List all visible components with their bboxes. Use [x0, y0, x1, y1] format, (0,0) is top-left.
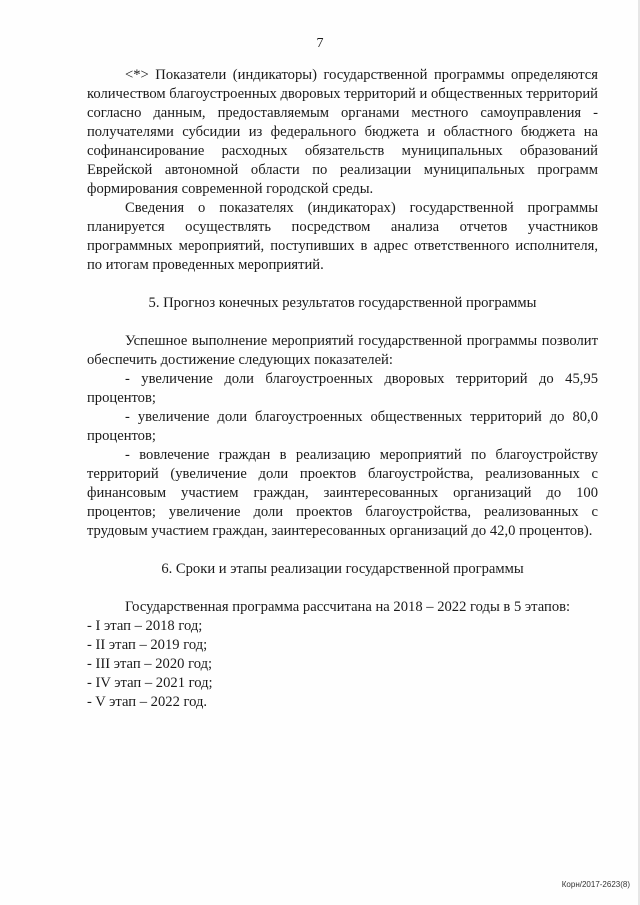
page-number: 7: [316, 36, 324, 51]
section-6-title: 6. Сроки и этапы реализации государственной программы: [161, 561, 524, 577]
section-5-intro: Успешное выполнение мероприятий государственной программы позволит обеспечить достижение следующих показателей:: [87, 333, 598, 368]
section-5-body: [87, 332, 598, 541]
stage-item: - II этап – 2019 год;: [87, 637, 208, 653]
indicators-note: [87, 66, 598, 275]
note-paragraph-2: Сведения о показателях (индикаторах) государственной программы планируется осуществлять посредством анализа отчетов участников программных мероприятий, поступивших в адрес ответственного исполнителя, по итогам проведенных мероприятий.: [87, 200, 598, 273]
document-code: Корн/2017-2623(8): [561, 880, 630, 889]
section-6-body: [87, 598, 598, 712]
stage-item: - V этап – 2022 год.: [87, 694, 208, 710]
note-paragraph-1: <*> Показатели (индикаторы) государственной программы определяются количеством благоустроенных дворовых территорий и общественных территорий согласно данным, предоставляемым органами местного самоуправления - получателями субсидии из федерального бюджета и областного бюджета на софинансирование расходных обязательств муниципальных образований Еврейской автономной области по реализации муниципальных программ формирования современной городской среды.: [87, 67, 598, 197]
section-5-item-2: - увеличение доли благоустроенных общественных территорий до 80,0 процентов;: [87, 409, 598, 444]
section-5-item-3: - вовлечение граждан в реализацию мероприятий по благоустройству территорий (увеличение доли проектов благоустройства, реализованных с финансовым участием граждан, заинтересованных организаций до 100 процентов; увеличение доли проектов благоустройства, реализованных с трудовым участием граждан, заинтересованных организаций до 42,0 процентов).: [87, 447, 598, 539]
section-6-intro: Государственная программа рассчитана на 2018 – 2022 годы в 5 этапов:: [125, 599, 571, 615]
section-5-title: 5. Прогноз конечных результатов государственной программы: [148, 295, 537, 311]
stage-item: - IV этап – 2021 год;: [87, 675, 213, 691]
section-5-item-1: - увеличение доли благоустроенных дворовых территорий до 45,95 процентов;: [87, 371, 598, 406]
stage-item: - I этап – 2018 год;: [87, 618, 203, 634]
stage-item: - III этап – 2020 год;: [87, 656, 213, 672]
